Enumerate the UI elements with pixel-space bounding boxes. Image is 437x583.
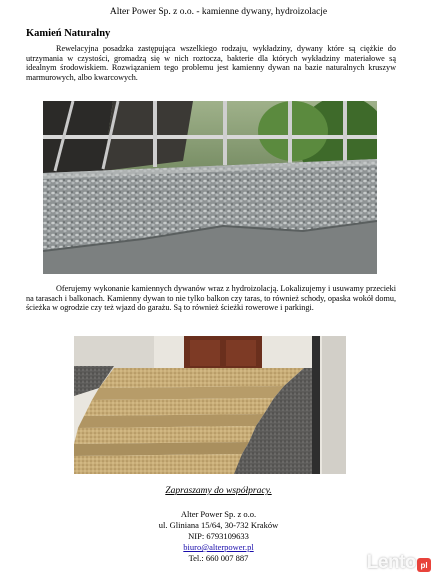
lento-watermark: [367, 552, 431, 574]
balcony-stone-carpet-photo: [43, 101, 377, 274]
company-nip: NIP: 6793109633: [188, 531, 249, 541]
watermark-badge: pl: [417, 558, 431, 572]
company-phone: Tel.: 660 007 887: [188, 553, 249, 563]
section-heading: Kamień Naturalny: [26, 28, 111, 39]
company-address: ul. Gliniana 15/64, 30-732 Kraków: [158, 520, 279, 530]
offer-paragraph: Oferujemy wykonanie kamiennych dywanów wraz z hydroizolacją. Lokalizujemy i usuwamy przecieki na tarasach i balkonach. Kamienny dywan to nie tylko balkon czy taras, to również schody, opaska wokół domu, ścieżka w ogrodzie czy też wjazd do garażu. Są to również ścieżki rowerowe i parkingi.: [26, 284, 396, 313]
watermark-text: Lento: [366, 552, 416, 573]
page-title: Alter Power Sp. z o.o. - kamienne dywany, hydroizolacje: [109, 7, 328, 17]
stone-carpet-stairs-photo: [74, 336, 346, 474]
email-link[interactable]: biuro@alterpower.pl: [183, 542, 254, 552]
intro-paragraph: Rewelacyjna posadzka zastępująca wszelkiego rodzaju, wykładziny, dywany które są ciężkie do utrzymania w czystości, gromadzą się w nich roztocza, bakterie dla których wykładziny materiałowe są idealnym środowiskiem. Rozwiązaniem tego problemu jest kamienny dywan na bazie naturalnych kruszyw marmurowych, albo kwarcowych.: [26, 44, 396, 82]
cta-invitation: Zapraszamy do współpracy.: [165, 486, 272, 496]
company-name: Alter Power Sp. z o.o.: [180, 509, 257, 519]
